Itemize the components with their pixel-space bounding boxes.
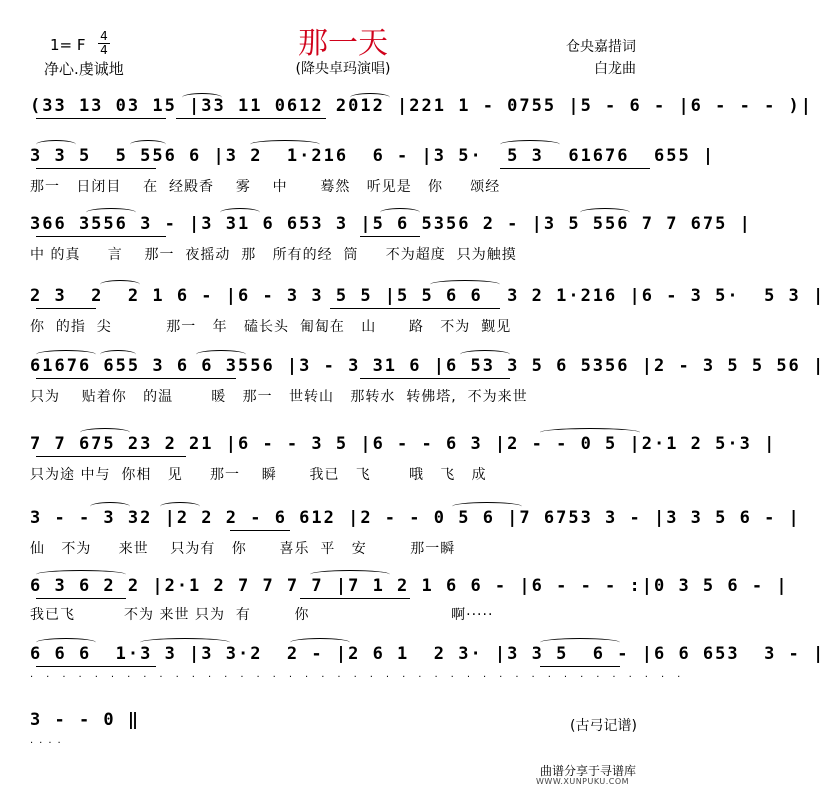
slur (36, 638, 96, 647)
score-row-ending: 3 - - 0 ‖ (30, 710, 141, 730)
underline (330, 308, 500, 309)
score-row-4: 61676 655 3 6 6 3556 |3 - 3 31 6 |6 53 3 5 6 5356 |2 - 3 5 5 56 | (30, 356, 825, 376)
score-row-6: 3 - - 3 32 |2 2 2 - 6 612 |2 - - 0 5 6 |7 6753 3 - |3 3 5 6 - | (30, 508, 801, 528)
slur (100, 350, 136, 359)
lower-octave-dots: ···· (30, 738, 67, 749)
lyrics-row-3: 你 的指 尖 那一 年 磕长头 匍匐在 山 路 不为 觐见 (30, 319, 512, 335)
score-row-1: 3 3 5 5 556 6 |3 2 1·216 6 - |3 5· 5 3 61676 655 | (30, 146, 716, 166)
lower-octave-dots: ········································· (30, 672, 694, 683)
time-signature-top: 4 (100, 29, 108, 43)
underline (36, 236, 166, 237)
slur (580, 208, 630, 217)
slur (36, 350, 96, 359)
slur (500, 140, 560, 149)
slur (100, 280, 140, 289)
lyrics-row-4: 只为 贴着你 的温 暖 那一 世转山 那转水 转佛塔, 不为来世 (30, 389, 528, 405)
lyrics-row-2: 中 的真 言 那一 夜摇动 那 所有的经 筒 不为超度 只为触摸 (30, 247, 517, 263)
slur (452, 502, 522, 511)
slur (430, 280, 500, 289)
underline (540, 666, 620, 667)
slur (160, 502, 200, 511)
watermark-url: WWW.XUNPUKU.COM (536, 777, 630, 786)
score-row-5: 7 7 675 23 2 21 |6 - - 3 5 |6 - - 6 3 |2 - - 0 5 |2·1 2 5·3 | (30, 434, 777, 454)
lyricist-credit: 仓央嘉措词 (566, 39, 636, 55)
underline (300, 598, 410, 599)
mood-marking: 净心.虔诚地 (44, 60, 124, 78)
song-title: 那一天 (298, 26, 388, 61)
underline (176, 118, 326, 119)
underline (36, 378, 236, 379)
underline (360, 378, 510, 379)
composer-credit: 白龙曲 (594, 61, 636, 77)
source-note: (古弓记谱) (570, 718, 637, 734)
slur (86, 208, 136, 217)
lyrics-row-6: 仙 不为 来世 只为有 你 喜乐 平 安 那一瞬 (30, 541, 456, 557)
underline (36, 168, 156, 169)
underline (36, 456, 186, 457)
score-row-8: 6 6 6 1·3 3 |3 3·2 2 - |2 6 1 2 3· |3 3 5 6 - |6 6 653 3 - | (30, 644, 825, 664)
slur (540, 428, 640, 437)
time-signature-bottom: 4 (100, 43, 108, 57)
underline (500, 168, 650, 169)
key-signature: 1= F (50, 36, 86, 54)
lyrics-row-1: 那一 日闭目 在 经殿香 雾 中 蓦然 听见是 你 颂经 (30, 179, 501, 195)
slur (540, 638, 620, 647)
underline (36, 308, 96, 309)
slur (36, 140, 76, 149)
slur (250, 140, 320, 149)
slur (36, 570, 126, 579)
score-row-7: 6 3 6 2 2 |2·1 2 7 7 7 7 |7 1 2 1 6 6 - |6 - - - :|0 3 5 6 - | (30, 576, 789, 596)
slur (182, 93, 222, 102)
score-row-2: 366 3556 3 - |3 31 6 653 3 |5 6 5356 2 - |3 5 556 7 7 675 | (30, 214, 752, 234)
watermark: 曲谱分享于寻谱库 (540, 764, 637, 778)
slur (80, 428, 130, 437)
slur (140, 638, 230, 647)
underline (360, 236, 420, 237)
slur (90, 502, 130, 511)
slur (380, 208, 420, 217)
score-row-3: 2 3 2 2 1 6 - |6 - 3 3 5 5 |5 5 6 6 3 2 1·216 |6 - 3 5· 5 3 | (30, 286, 825, 306)
underline (36, 118, 166, 119)
score-row-intro: (33 13 03 15 |33 11 0612 2012 |221 1 - 0755 |5 - 6 - |6 - - - )| (30, 96, 814, 116)
slur (290, 638, 350, 647)
slur (130, 140, 166, 149)
slur (220, 208, 260, 217)
slur (460, 350, 510, 359)
performer-note: (降央卓玛演唱) (295, 61, 391, 77)
underline (36, 666, 156, 667)
underline (230, 530, 290, 531)
slur (310, 570, 390, 579)
slur (196, 350, 246, 359)
lyrics-row-7: 我已飞 不为 来世 只为 有 你 啊····· (30, 607, 494, 623)
lyrics-row-5: 只为途 中与 你相 见 那一 瞬 我已 飞 哦 飞 成 (30, 467, 487, 483)
underline (36, 598, 126, 599)
slur (350, 93, 390, 102)
